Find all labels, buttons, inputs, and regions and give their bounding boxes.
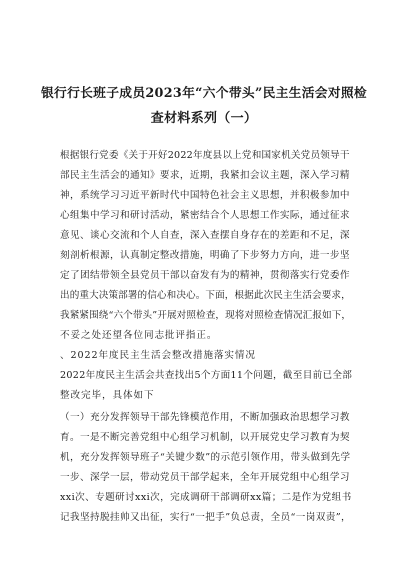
body-line-7: 定了团结带领全县党员干部以奋发有为的精神，贯彻落实行党委作: [60, 270, 350, 281]
body-line-19: 记我坚持脱挂帅又出征，实行“一把手”负总责，全员“一岗双责”，: [60, 512, 352, 523]
body-line-17: 一步、深学一层，带动党员干部学起来，全年开展党组中心组学习: [60, 472, 350, 483]
body-line-15: 育。一是不断完善党组中心组学习机制，以开展党史学习教育为契: [60, 432, 350, 443]
body-line-2: 部民主生活会的通知》要求，近期，我紧扣会议主题，深入学习精: [60, 170, 350, 181]
section-heading: 、2022年度民主生活会整改措施落实情况: [60, 350, 256, 361]
body-line-13: 整改完毕，具体如下: [60, 390, 155, 401]
body-line-9: 我紧紧围绕“六个带头”开展对照检查，现将对照检查情况汇报如下，: [60, 310, 352, 321]
body-line-5: 意见、谈心交流和个人自查，深入查摆自身存在的差距和不足，深: [60, 230, 350, 241]
body-line-10: 不妥之处还望各位同志批评指正。: [60, 330, 218, 341]
document-title-line-2: 查材料系列（一）: [150, 111, 258, 126]
body-line-4: 心组集中学习和研讨活动，紧密结合个人思想工作实际，通过征求: [60, 210, 350, 221]
body-line-6: 刻剖析根源，认真制定整改措施，明确了下步努力方向，进一步坚: [60, 250, 350, 261]
document-title-line-1: 银行行长班子成员2023年“六个带头”民主生活会对照检: [40, 86, 367, 101]
body-line-3: 神，系统学习习近平新时代中国特色社会主义思想，并积极参加中: [60, 190, 350, 201]
body-line-12: 2022年度民主生活会共查找出5个方面11个问题，截至目前已全部: [60, 370, 353, 381]
body-line-14: （一）充分发挥领导干部先锋模范作用，不断加强政治思想学习教: [60, 412, 350, 423]
body-line-1: 根据银行党委《关于开好2022年度县以上党和国家机关党员领导干: [60, 150, 350, 161]
body-line-16: 机，充分发挥领导班子“关键少数”的示范引领作用，带头做到先学: [60, 452, 351, 463]
body-line-18: xxi次、专题研讨xxi次，完成调研干部调研xx篇；二是作为党组书: [60, 492, 352, 503]
body-line-8: 出的重大决策部署的信心和决心。下面，根据此次民主生活会要求，: [60, 290, 351, 301]
